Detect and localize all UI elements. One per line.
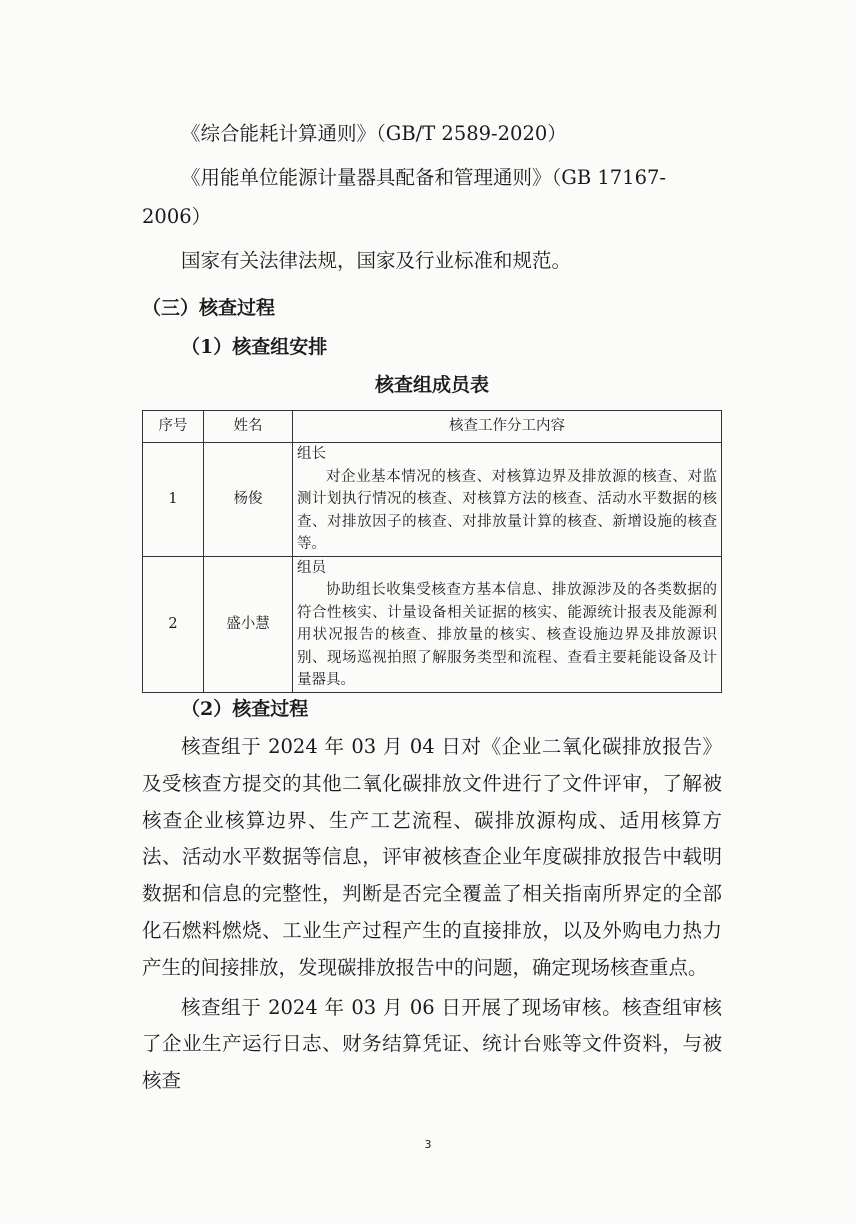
header-no: 序号 xyxy=(143,411,204,443)
members-table xyxy=(142,410,722,693)
section-heading: （三）核查过程 xyxy=(142,297,276,319)
row-duty: 协助组长收集受核查方基本信息、排放源涉及的各类数据的符合性核实、计量设备相关证据的核实、能源统计报表及能源利用状况报告的核查、排放量的核实、核查设施边界及排放源识别、现场巡视拍照了解服务类型和流程、查看主要耗能设备及计量器具。 xyxy=(297,582,717,688)
row-role: 组长 xyxy=(297,446,326,462)
row-no: 1 xyxy=(143,443,204,557)
row-no: 2 xyxy=(143,556,204,692)
reference-line-3: 国家有关法律法规，国家及行业标准和规范。 xyxy=(181,249,572,272)
page-number: 3 xyxy=(424,1138,432,1151)
row-name: 盛小慧 xyxy=(204,556,293,692)
row-description xyxy=(293,556,722,692)
header-duty: 核查工作分工内容 xyxy=(293,411,722,443)
process-text xyxy=(142,729,722,1100)
row-duty: 对企业基本情况的核查、对核算边界及排放源的核查、对监测计划执行情况的核查、对核算方法的核查、活动水平数据的核查、对排放因子的核查、对排放量计算的核查、新增设施的核查等。 xyxy=(297,468,717,552)
subsection-heading-2: （2）核查过程 xyxy=(181,698,309,720)
row-name: 杨俊 xyxy=(204,443,293,557)
row-description xyxy=(293,443,722,557)
table-title: 核查组成员表 xyxy=(374,374,489,396)
reference-line-2b: 2006） xyxy=(142,205,212,228)
reference-line-1: 《综合能耗计算通则》（GB/T 2589-2020） xyxy=(181,122,567,145)
paragraph-site-review: 核查组于 2024 年 03 月 06 日开展了现场审核。核查组审核了企业生产运行日志、财务结算凭证、统计台账等文件资料，与被核查 xyxy=(142,995,722,1093)
table-row xyxy=(143,556,722,692)
row-role: 组员 xyxy=(297,559,326,576)
reference-line-2a: 《用能单位能源计量器具配备和管理通则》（GB 17167- xyxy=(181,166,666,189)
header-name: 姓名 xyxy=(204,411,293,443)
subsection-heading-1: （1）核查组安排 xyxy=(181,336,328,358)
paragraph-document-review: 核查组于 2024 年 03 月 04 日对《企业二氧化碳排放报告》及受核查方提交的其他二氧化碳排放文件进行了文件评审，了解被核查企业核算边界、生产工艺流程、碳排放源构成、适用核算方法、活动水平数据等信息，评审被核查企业年度碳排放报告中载明数据和信息的完整性，判断是否完全覆盖了相关指南所界定的全部化石燃料燃烧、工业生产过程产生的直接排放，以及外购电力热力产生的间接排放，发现碳排放报告中的问题，确定现场核查重点。 xyxy=(142,735,722,979)
table-row xyxy=(143,443,722,557)
table-header-row xyxy=(143,411,722,443)
